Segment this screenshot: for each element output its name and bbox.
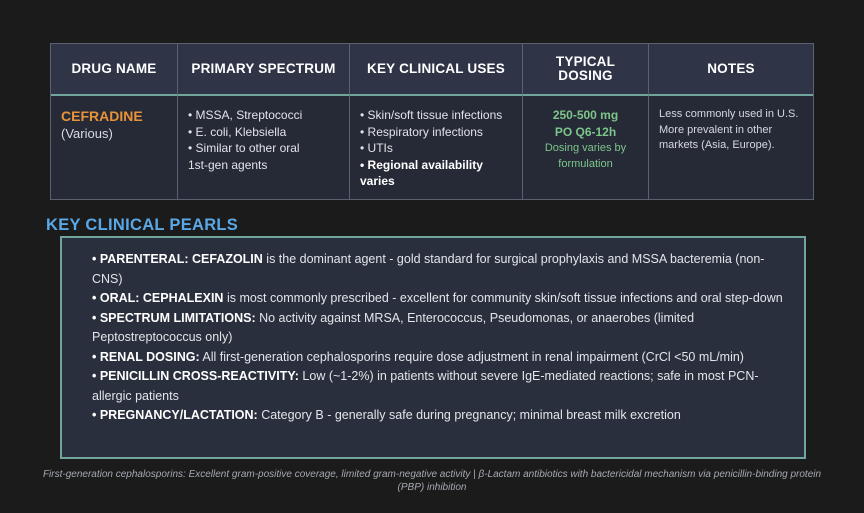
cell-clinical-uses bbox=[350, 96, 523, 199]
header-key-clinical-uses: KEY CLINICAL USES bbox=[350, 44, 523, 96]
header-notes: NOTES bbox=[649, 44, 813, 96]
pearl-item bbox=[92, 348, 792, 368]
pearl-text: Category B - generally safe during pregnancy; minimal breast milk excretion bbox=[257, 408, 681, 422]
pearl-item bbox=[92, 309, 792, 348]
pearl-text: Low (~1-2%) in patients without severe IgE-mediated reactions; safe in most PCN-allergic patients bbox=[92, 369, 759, 403]
cell-notes bbox=[649, 96, 813, 199]
uses-regional-line-1: • Regional availability bbox=[360, 157, 483, 172]
header-typical-dosing bbox=[523, 44, 649, 96]
pearl-item bbox=[92, 406, 792, 426]
spectrum-line: • Similar to other oral bbox=[188, 141, 300, 155]
pearl-text: is the dominant agent - gold standard for surgical prophylaxis and MSSA bacteremia (non-CNS) bbox=[92, 252, 765, 286]
pearl-text: All first-generation cephalosporins require dose adjustment in renal impairment (CrCl <50 mL/min) bbox=[199, 349, 744, 364]
cell-spectrum bbox=[178, 96, 350, 199]
pearl-item bbox=[92, 289, 792, 309]
pearl-label: • RENAL DOSING: bbox=[92, 349, 200, 364]
spectrum-line: • E. coli, Klebsiella bbox=[188, 124, 287, 139]
drug-table bbox=[50, 43, 814, 200]
uses-regional-line-2: varies bbox=[360, 174, 395, 188]
dose-frequency: PO Q6-12h bbox=[554, 124, 617, 139]
pearl-label: • PARENTERAL: CEFAZOLIN bbox=[92, 252, 263, 266]
uses-line: • Skin/soft tissue infections bbox=[360, 108, 503, 122]
header-dosing-line-1: TYPICAL bbox=[555, 53, 616, 69]
pearl-label: • SPECTRUM LIMITATIONS: bbox=[92, 310, 256, 325]
uses-line: • UTIs bbox=[360, 141, 393, 155]
notes-line: More prevalent in other bbox=[659, 123, 773, 136]
notes-line: Less commonly used in U.S. bbox=[659, 108, 799, 120]
pearl-label: • PREGNANCY/LACTATION: bbox=[92, 408, 258, 422]
dose-amount: 250-500 mg bbox=[552, 108, 619, 122]
cell-drug-name bbox=[51, 96, 178, 199]
pearls-title: KEY CLINICAL PEARLS bbox=[46, 216, 239, 234]
pearl-item bbox=[92, 250, 792, 289]
pearl-label: • PENICILLIN CROSS-REACTIVITY: bbox=[92, 369, 299, 383]
pearl-item bbox=[92, 367, 792, 406]
notes-line: markets (Asia, Europe). bbox=[659, 139, 775, 151]
spectrum-line: 1st-gen agents bbox=[188, 157, 268, 172]
dose-note-line: formulation bbox=[558, 158, 613, 170]
drug-name: CEFRADINE bbox=[61, 108, 143, 124]
pearl-text: is most commonly prescribed - excellent for community skin/soft tissue infections and oral step-down bbox=[223, 291, 783, 305]
header-drug-name: DRUG NAME bbox=[51, 44, 178, 96]
spectrum-line: • MSSA, Streptococci bbox=[188, 108, 303, 122]
footer-caption: First-generation cephalosporins: Excellent gram-positive coverage, limited gram-negative activity | β-Lactam antibiotics with bactericidal mechanism via penicillin-binding protein (PBP) inhibition bbox=[42, 469, 822, 493]
uses-line: • Respiratory infections bbox=[360, 124, 483, 139]
cell-dosing bbox=[523, 96, 649, 199]
header-dosing-line-2: DOSING bbox=[558, 68, 613, 83]
pearl-label: • ORAL: CEPHALEXIN bbox=[92, 291, 224, 305]
pearls-box bbox=[60, 236, 806, 459]
pearl-text: No activity against MRSA, Enterococcus, Pseudomonas, or anaerobes (limited Peptostreptococcus only) bbox=[92, 310, 695, 344]
dose-note-line: Dosing varies by bbox=[544, 142, 627, 154]
header-primary-spectrum: PRIMARY SPECTRUM bbox=[178, 44, 350, 96]
drug-brand: (Various) bbox=[61, 126, 113, 141]
